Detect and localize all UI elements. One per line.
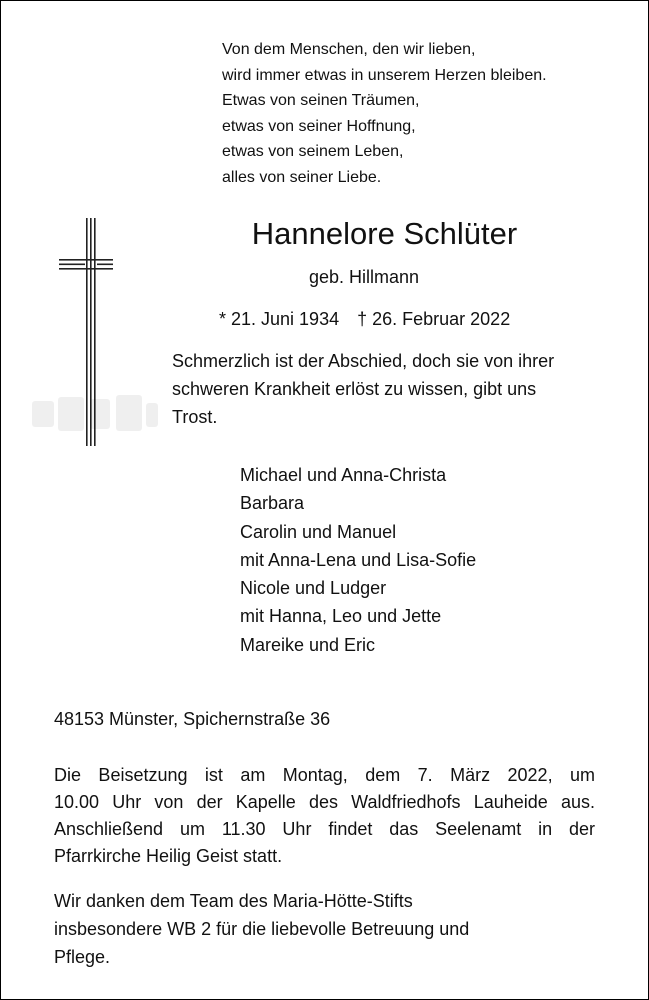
family-member: Barbara xyxy=(240,493,305,514)
thanks-line: Pflege. xyxy=(54,947,111,967)
family-member: Carolin und Manuel xyxy=(240,521,397,542)
faint-print-smudge xyxy=(28,385,160,445)
funeral-line: 10.00 Uhr von der Kapelle des Waldfriedhofs Lauheide aus. xyxy=(54,792,595,812)
birth-name: geb. Hillmann xyxy=(309,267,420,287)
funeral-details xyxy=(54,762,595,870)
condolence-line: schweren Krankheit erlöst zu wissen, gibt uns xyxy=(172,379,537,399)
poem-line: Etwas von seinen Träumen, xyxy=(222,92,420,109)
life-dates xyxy=(219,306,510,332)
thanks-line: insbesondere WB 2 für die liebevolle Betreuung und xyxy=(54,919,470,939)
address: 48153 Münster, Spichernstraße 36 xyxy=(54,709,331,729)
thanks-line: Wir danken dem Team des Maria-Hötte-Stifts xyxy=(54,891,413,911)
funeral-line: Pfarrkirche Heilig Geist statt. xyxy=(54,846,283,866)
family-member: mit Hanna, Leo und Jette xyxy=(240,606,442,627)
condolence-line: Schmerzlich ist der Abschied, doch sie von ihrer xyxy=(172,351,555,371)
deceased-name: Hannelore Schlüter xyxy=(251,216,518,251)
condolence-text xyxy=(172,347,554,431)
family-member: Michael und Anna-Christa xyxy=(240,465,447,485)
funeral-line: Die Beisetzung ist am Montag, dem 7. März 2022, um xyxy=(54,765,595,785)
poem-line: etwas von seinem Leben, xyxy=(222,143,404,160)
family-member: mit Anna-Lena und Lisa-Sofie xyxy=(240,549,477,570)
death-date: † 26. Februar 2022 xyxy=(357,309,511,329)
family-list xyxy=(240,461,476,659)
poem xyxy=(222,37,547,190)
birth-date: * 21. Juni 1934 xyxy=(219,309,340,329)
poem-line: Von dem Menschen, den wir lieben, xyxy=(222,41,476,58)
family-member: Nicole und Ludger xyxy=(240,578,387,599)
thanks-text xyxy=(54,887,469,971)
funeral-line: Anschließend um 11.30 Uhr findet das Seelenamt in der xyxy=(54,819,595,839)
condolence-line: Trost. xyxy=(172,407,218,427)
poem-line: etwas von seiner Hoffnung, xyxy=(222,117,416,135)
family-member: Mareike und Eric xyxy=(240,634,376,655)
poem-line: alles von seiner Liebe. xyxy=(222,168,382,186)
poem-line: wird immer etwas in unserem Herzen bleiben. xyxy=(222,66,547,84)
